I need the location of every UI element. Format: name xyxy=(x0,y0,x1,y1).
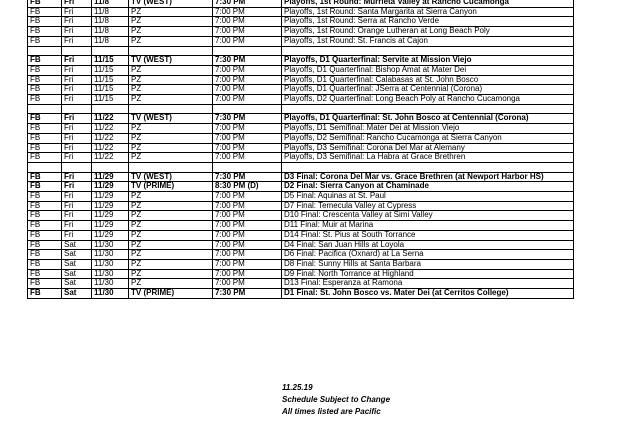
notes-date: 11.25.19 xyxy=(282,383,313,392)
schedule-row xyxy=(28,259,574,269)
day-cell: Fri xyxy=(62,0,92,7)
day-cell: Fri xyxy=(62,133,92,143)
sport-cell: FB xyxy=(28,75,62,85)
time-cell: 7:30 PM xyxy=(213,172,282,182)
game-cell: D14 Final: St. Pius at South Torrance xyxy=(282,230,574,240)
network-cell: PZ xyxy=(129,201,213,211)
time-cell: 7:00 PM xyxy=(213,124,282,134)
date-cell: 11/22 xyxy=(92,133,129,143)
network-cell: PZ xyxy=(129,279,213,289)
time-cell: 7:30 PM xyxy=(213,56,282,66)
network-cell: PZ xyxy=(129,230,213,240)
network-cell: PZ xyxy=(129,17,213,27)
date-cell: 11/29 xyxy=(92,230,129,240)
schedule-row xyxy=(28,95,574,105)
schedule-row xyxy=(28,56,574,66)
day-cell: Fri xyxy=(62,7,92,17)
game-cell: Playoffs, D2 Quarterfinal: Long Beach Poly at Rancho Cucamonga xyxy=(282,95,574,105)
day-cell: Fri xyxy=(62,153,92,163)
date-cell: 11/30 xyxy=(92,250,129,260)
date-cell: 11/29 xyxy=(92,172,129,182)
day-cell: Fri xyxy=(62,56,92,66)
date-cell: 11/15 xyxy=(92,95,129,105)
day-cell: Fri xyxy=(62,36,92,46)
spacer-cell xyxy=(92,104,129,114)
time-cell: 7:00 PM xyxy=(213,85,282,95)
time-cell: 7:00 PM xyxy=(213,65,282,75)
time-cell: 7:00 PM xyxy=(213,211,282,221)
time-cell: 7:30 PM xyxy=(213,114,282,124)
network-cell: PZ xyxy=(129,75,213,85)
sport-cell: FB xyxy=(28,56,62,66)
sport-cell: FB xyxy=(28,172,62,182)
game-cell: D4 Final: San Juan Hills at Loyola xyxy=(282,240,574,250)
network-cell: PZ xyxy=(129,211,213,221)
spacer-cell xyxy=(129,104,213,114)
sport-cell: FB xyxy=(28,259,62,269)
day-cell: Fri xyxy=(62,211,92,221)
game-cell: D11 Final: Muir at Marina xyxy=(282,221,574,231)
date-cell: 11/15 xyxy=(92,85,129,95)
time-cell: 7:00 PM xyxy=(213,259,282,269)
sport-cell: FB xyxy=(28,269,62,279)
time-cell: 7:00 PM xyxy=(213,95,282,105)
schedule-table xyxy=(27,0,574,299)
spacer-cell xyxy=(282,46,574,56)
day-cell: Fri xyxy=(62,124,92,134)
network-cell: PZ xyxy=(129,124,213,134)
date-cell: 11/30 xyxy=(92,259,129,269)
game-cell: D9 Final: North Torrance at Highland xyxy=(282,269,574,279)
date-cell: 11/8 xyxy=(92,17,129,27)
network-cell: TV (WEST) xyxy=(129,0,213,7)
network-cell: TV (WEST) xyxy=(129,172,213,182)
schedule-row xyxy=(28,269,574,279)
schedule-row xyxy=(28,279,574,289)
sport-cell: FB xyxy=(28,192,62,202)
network-cell: PZ xyxy=(129,240,213,250)
sport-cell: FB xyxy=(28,114,62,124)
game-cell: Playoffs, D1 Quarterfinal: St. John Bosco at Centennial (Corona) xyxy=(282,114,574,124)
spacer-cell xyxy=(62,104,92,114)
network-cell: TV (WEST) xyxy=(129,114,213,124)
sport-cell: FB xyxy=(28,27,62,37)
spacer-row xyxy=(28,104,574,114)
day-cell: Fri xyxy=(62,192,92,202)
game-cell: Playoffs, D1 Quarterfinal: Calabasas at St. John Bosco xyxy=(282,75,574,85)
sport-cell: FB xyxy=(28,182,62,192)
network-cell: PZ xyxy=(129,259,213,269)
time-cell: 7:00 PM xyxy=(213,192,282,202)
date-cell: 11/30 xyxy=(92,289,129,299)
date-cell: 11/22 xyxy=(92,153,129,163)
game-cell: Playoffs, 1st Round: Murrieta Valley at Rancho Cucamonga xyxy=(282,0,574,7)
spacer-cell xyxy=(62,46,92,56)
game-cell: D3 Final: Corona Del Mar vs. Grace Brethren (at Newport Harbor HS) xyxy=(282,172,574,182)
network-cell: PZ xyxy=(129,250,213,260)
date-cell: 11/15 xyxy=(92,65,129,75)
game-cell: D1 Final: St. John Bosco vs. Mater Dei (at Cerritos College) xyxy=(282,289,574,299)
time-cell: 7:00 PM xyxy=(213,143,282,153)
date-cell: 11/22 xyxy=(92,124,129,134)
spacer-row xyxy=(28,46,574,56)
game-cell: Playoffs, 1st Round: St. Francis at Cajon xyxy=(282,36,574,46)
schedule-row xyxy=(28,85,574,95)
schedule-row xyxy=(28,250,574,260)
time-cell: 7:00 PM xyxy=(213,221,282,231)
schedule-row xyxy=(28,133,574,143)
game-cell: Playoffs, D3 Semifinal: La Habra at Grace Brethren xyxy=(282,153,574,163)
network-cell: PZ xyxy=(129,65,213,75)
day-cell: Fri xyxy=(62,172,92,182)
time-cell: 7:00 PM xyxy=(213,230,282,240)
date-cell: 11/30 xyxy=(92,269,129,279)
spacer-cell xyxy=(282,104,574,114)
game-cell: D10 Final: Crescenta Valley at Simi Valley xyxy=(282,211,574,221)
date-cell: 11/8 xyxy=(92,0,129,7)
day-cell: Fri xyxy=(62,85,92,95)
sport-cell: FB xyxy=(28,7,62,17)
spacer-cell xyxy=(62,162,92,172)
day-cell: Fri xyxy=(62,27,92,37)
day-cell: Sat xyxy=(62,259,92,269)
game-cell: Playoffs, D1 Quarterfinal: Bishop Amat at Mater Dei xyxy=(282,65,574,75)
spacer-cell xyxy=(129,162,213,172)
spacer-cell xyxy=(282,162,574,172)
time-cell: 7:00 PM xyxy=(213,27,282,37)
schedule-row xyxy=(28,0,574,7)
network-cell: PZ xyxy=(129,36,213,46)
game-cell: Playoffs, D2 Semifinal: Rancho Cucamonga at Sierra Canyon xyxy=(282,133,574,143)
time-cell: 7:00 PM xyxy=(213,250,282,260)
game-cell: D2 Final: Sierra Canyon at Chaminade xyxy=(282,182,574,192)
time-cell: 7:00 PM xyxy=(213,240,282,250)
game-cell: Playoffs, 1st Round: Santa Margarita at Sierra Canyon xyxy=(282,7,574,17)
schedule-row xyxy=(28,211,574,221)
date-cell: 11/29 xyxy=(92,182,129,192)
spacer-cell xyxy=(28,162,62,172)
schedule-body xyxy=(28,0,574,298)
time-cell: 7:00 PM xyxy=(213,36,282,46)
sport-cell: FB xyxy=(28,211,62,221)
day-cell: Fri xyxy=(62,95,92,105)
day-cell: Fri xyxy=(62,114,92,124)
date-cell: 11/29 xyxy=(92,201,129,211)
day-cell: Fri xyxy=(62,230,92,240)
spacer-cell xyxy=(213,104,282,114)
day-cell: Fri xyxy=(62,75,92,85)
day-cell: Sat xyxy=(62,240,92,250)
schedule-row xyxy=(28,36,574,46)
sport-cell: FB xyxy=(28,250,62,260)
sport-cell: FB xyxy=(28,17,62,27)
date-cell: 11/29 xyxy=(92,211,129,221)
time-cell: 7:00 PM xyxy=(213,153,282,163)
spacer-cell xyxy=(92,46,129,56)
date-cell: 11/15 xyxy=(92,56,129,66)
sport-cell: FB xyxy=(28,279,62,289)
schedule-row xyxy=(28,114,574,124)
game-cell: D5 Final: Aquinas at St. Paul xyxy=(282,192,574,202)
date-cell: 11/8 xyxy=(92,27,129,37)
schedule-row xyxy=(28,7,574,17)
network-cell: PZ xyxy=(129,7,213,17)
time-cell: 7:30 PM xyxy=(213,289,282,299)
game-cell: Playoffs, D3 Semifinal: Corona Del Mar at Alemany xyxy=(282,143,574,153)
date-cell: 11/29 xyxy=(92,221,129,231)
time-cell: 7:00 PM xyxy=(213,7,282,17)
date-cell: 11/30 xyxy=(92,279,129,289)
sport-cell: FB xyxy=(28,143,62,153)
schedule-row xyxy=(28,75,574,85)
schedule-row xyxy=(28,182,574,192)
date-cell: 11/30 xyxy=(92,240,129,250)
schedule-row xyxy=(28,172,574,182)
date-cell: 11/8 xyxy=(92,36,129,46)
network-cell: PZ xyxy=(129,85,213,95)
network-cell: TV (PRIME) xyxy=(129,289,213,299)
network-cell: PZ xyxy=(129,133,213,143)
schedule-row xyxy=(28,124,574,134)
time-cell: 7:00 PM xyxy=(213,279,282,289)
schedule-row xyxy=(28,289,574,299)
sport-cell: FB xyxy=(28,240,62,250)
sport-cell: FB xyxy=(28,95,62,105)
spacer-row xyxy=(28,162,574,172)
sport-cell: FB xyxy=(28,85,62,95)
date-cell: 11/8 xyxy=(92,7,129,17)
date-cell: 11/22 xyxy=(92,143,129,153)
day-cell: Fri xyxy=(62,221,92,231)
sport-cell: FB xyxy=(28,201,62,211)
schedule-row xyxy=(28,230,574,240)
game-cell: Playoffs, D1 Semifinal: Mater Dei at Mission Viejo xyxy=(282,124,574,134)
day-cell: Sat xyxy=(62,289,92,299)
game-cell: D7 Final: Temecula Valley at Cypress xyxy=(282,201,574,211)
network-cell: PZ xyxy=(129,153,213,163)
game-cell: Playoffs, D1 Quarterfinal: JSerra at Centennial (Corona) xyxy=(282,85,574,95)
spacer-cell xyxy=(129,46,213,56)
spacer-cell xyxy=(28,104,62,114)
spacer-cell xyxy=(213,46,282,56)
notes-subject-to-change: Schedule Subject to Change xyxy=(282,395,391,404)
day-cell: Fri xyxy=(62,201,92,211)
schedule-row xyxy=(28,27,574,37)
schedule-row xyxy=(28,221,574,231)
sport-cell: FB xyxy=(28,221,62,231)
time-cell: 7:00 PM xyxy=(213,201,282,211)
day-cell: Sat xyxy=(62,269,92,279)
date-cell: 11/22 xyxy=(92,114,129,124)
time-cell: 7:00 PM xyxy=(213,17,282,27)
schedule-row xyxy=(28,153,574,163)
schedule-row xyxy=(28,192,574,202)
network-cell: PZ xyxy=(129,95,213,105)
day-cell: Fri xyxy=(62,65,92,75)
game-cell: D13 Final: Esperanza at Ramona xyxy=(282,279,574,289)
game-cell: Playoffs, 1st Round: Serra at Rancho Verde xyxy=(282,17,574,27)
notes-time-zone: All times listed are Pacific xyxy=(282,407,381,416)
network-cell: PZ xyxy=(129,192,213,202)
sport-cell: FB xyxy=(28,133,62,143)
sport-cell: FB xyxy=(28,0,62,7)
network-cell: PZ xyxy=(129,27,213,37)
day-cell: Sat xyxy=(62,250,92,260)
schedule-notes xyxy=(282,382,390,418)
schedule-row xyxy=(28,143,574,153)
network-cell: TV (PRIME) xyxy=(129,182,213,192)
sport-cell: FB xyxy=(28,65,62,75)
game-cell: Playoffs, D1 Quarterfinal: Servite at Mission Viejo xyxy=(282,56,574,66)
sport-cell: FB xyxy=(28,230,62,240)
schedule-row xyxy=(28,240,574,250)
time-cell: 8:30 PM (D) xyxy=(213,182,282,192)
day-cell: Sat xyxy=(62,279,92,289)
game-cell: D8 Final: Sunny Hills at Santa Barbara xyxy=(282,259,574,269)
sport-cell: FB xyxy=(28,153,62,163)
schedule-row xyxy=(28,17,574,27)
time-cell: 7:30 PM xyxy=(213,0,282,7)
network-cell: TV (WEST) xyxy=(129,56,213,66)
sport-cell: FB xyxy=(28,36,62,46)
time-cell: 7:00 PM xyxy=(213,75,282,85)
network-cell: PZ xyxy=(129,221,213,231)
game-cell: D6 Final: Pacifica (Oxnard) at La Serna xyxy=(282,250,574,260)
spacer-cell xyxy=(213,162,282,172)
spacer-cell xyxy=(92,162,129,172)
date-cell: 11/29 xyxy=(92,192,129,202)
schedule-row xyxy=(28,65,574,75)
sport-cell: FB xyxy=(28,124,62,134)
schedule-row xyxy=(28,201,574,211)
network-cell: PZ xyxy=(129,269,213,279)
day-cell: Fri xyxy=(62,182,92,192)
time-cell: 7:00 PM xyxy=(213,133,282,143)
game-cell: Playoffs, 1st Round: Orange Lutheran at Long Beach Poly xyxy=(282,27,574,37)
day-cell: Fri xyxy=(62,17,92,27)
spacer-cell xyxy=(28,46,62,56)
sport-cell: FB xyxy=(28,289,62,299)
date-cell: 11/15 xyxy=(92,75,129,85)
time-cell: 7:00 PM xyxy=(213,269,282,279)
network-cell: PZ xyxy=(129,143,213,153)
day-cell: Fri xyxy=(62,143,92,153)
